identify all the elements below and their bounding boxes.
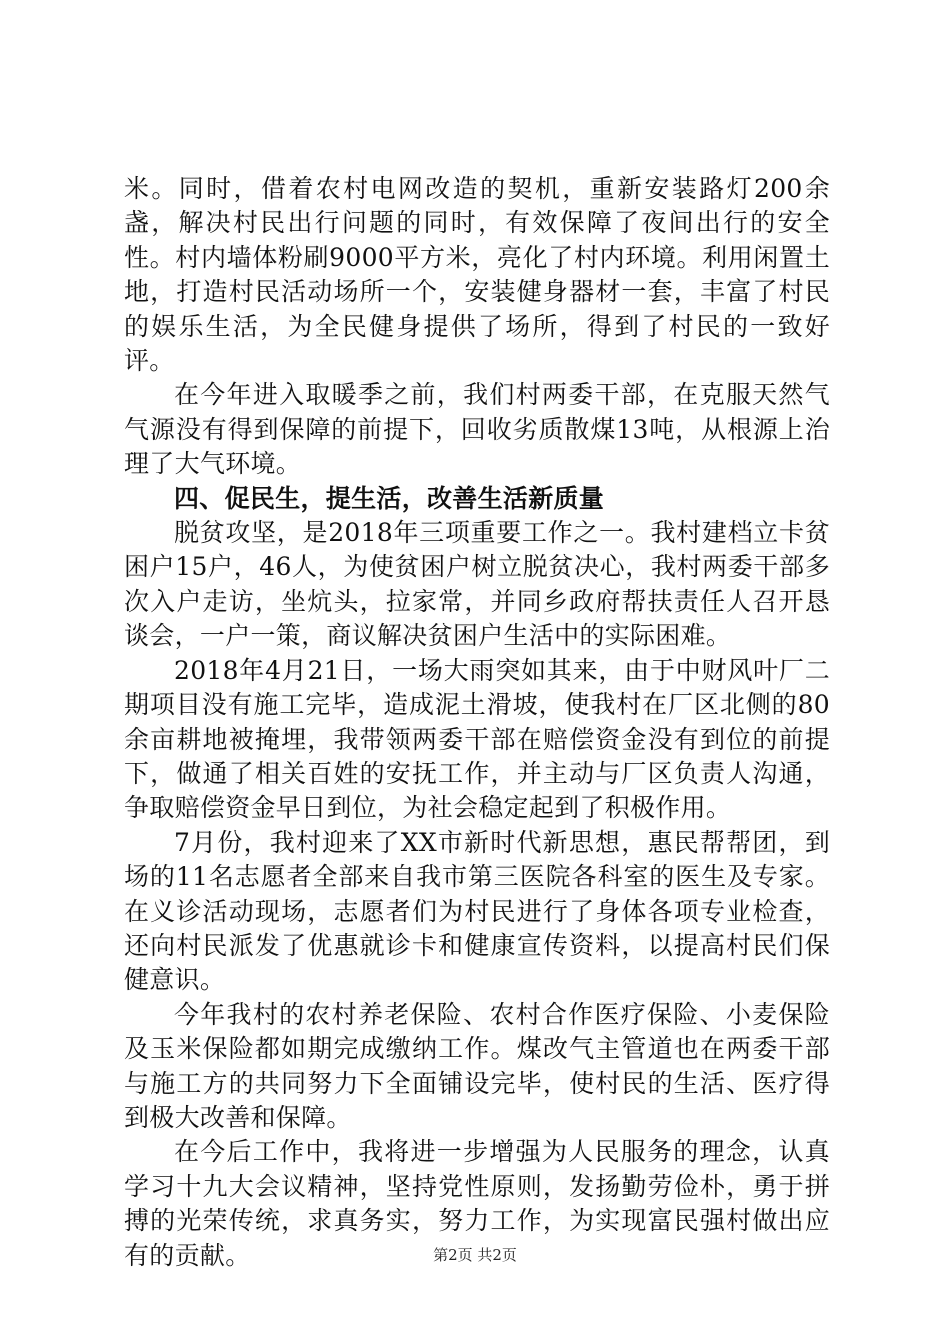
page-footer: 第2页 共2页: [433, 1246, 517, 1264]
document-body: [124, 172, 830, 1273]
paragraph-conclusion: 在今后工作中，我将进一步增强为人民服务的理念，认真学习十九大会议精神，坚持党性原则，发扬勤劳俭朴，勇于拼搏的光荣传统，求真务实，努力工作，为实现富民强村做出应有的贡献。: [124, 1137, 830, 1270]
section-heading: 四、促民生，提生活，改善生活新质量: [174, 483, 605, 513]
paragraph-poverty: 脱贫攻坚，是2018年三项重要工作之一。我村建档立卡贫困户15户，46人，为使贫困户树立脱贫决心，我村两委干部多次入户走访，坐炕头，拉家常，并同乡政府帮扶责任人召开恳谈会，一户一策，商议解决贫困户生活中的实际困难。: [124, 518, 830, 651]
paragraph-insurance: 今年我村的农村养老保险、农村合作医疗保险、小麦保险及玉米保险都如期完成缴纳工作。煤改气主管道也在两委干部与施工方的共同努力下全面铺设完毕，使村民的生活、医疗得到极大改善和保障。: [124, 999, 830, 1132]
paragraph-volunteers: 7月份，我村迎来了XX市新时代新思想，惠民帮帮团，到场的11名志愿者全部来自我市第三医院各科室的医生及专家。在义诊活动现场，志愿者们为村民进行了身体各项专业检查，还向村民派发了优惠就诊卡和健康宣传资料，以提高村民们保健意识。: [124, 827, 830, 995]
paragraph-rainstorm: 2018年4月21日，一场大雨突如其来，由于中财风叶厂二期项目没有施工完毕，造成泥土滑坡，使我村在厂区北侧的80余亩耕地被掩埋，我带领两委干部在赔偿资金没有到位的前提下，做通了相关百姓的安抚工作，并主动与厂区负责人沟通，争取赔偿资金早日到位，为社会稳定起到了积极作用。: [124, 655, 830, 823]
paragraph-continuation: 米。同时，借着农村电网改造的契机，重新安装路灯200余盏，解决村民出行问题的同时，有效保障了夜间出行的安全性。村内墙体粉刷9000平方米，亮化了村内环境。利用闲置土地，打造村民活动场所一个，安装健身器材一套，丰富了村民的娱乐生活，为全民健身提供了场所，得到了村民的一致好评。: [124, 174, 830, 376]
paragraph-heating: 在今年进入取暖季之前，我们村两委干部，在克服天然气气源没有得到保障的前提下，回收劣质散煤13吨，从根源上治理了大气环境。: [124, 380, 830, 479]
